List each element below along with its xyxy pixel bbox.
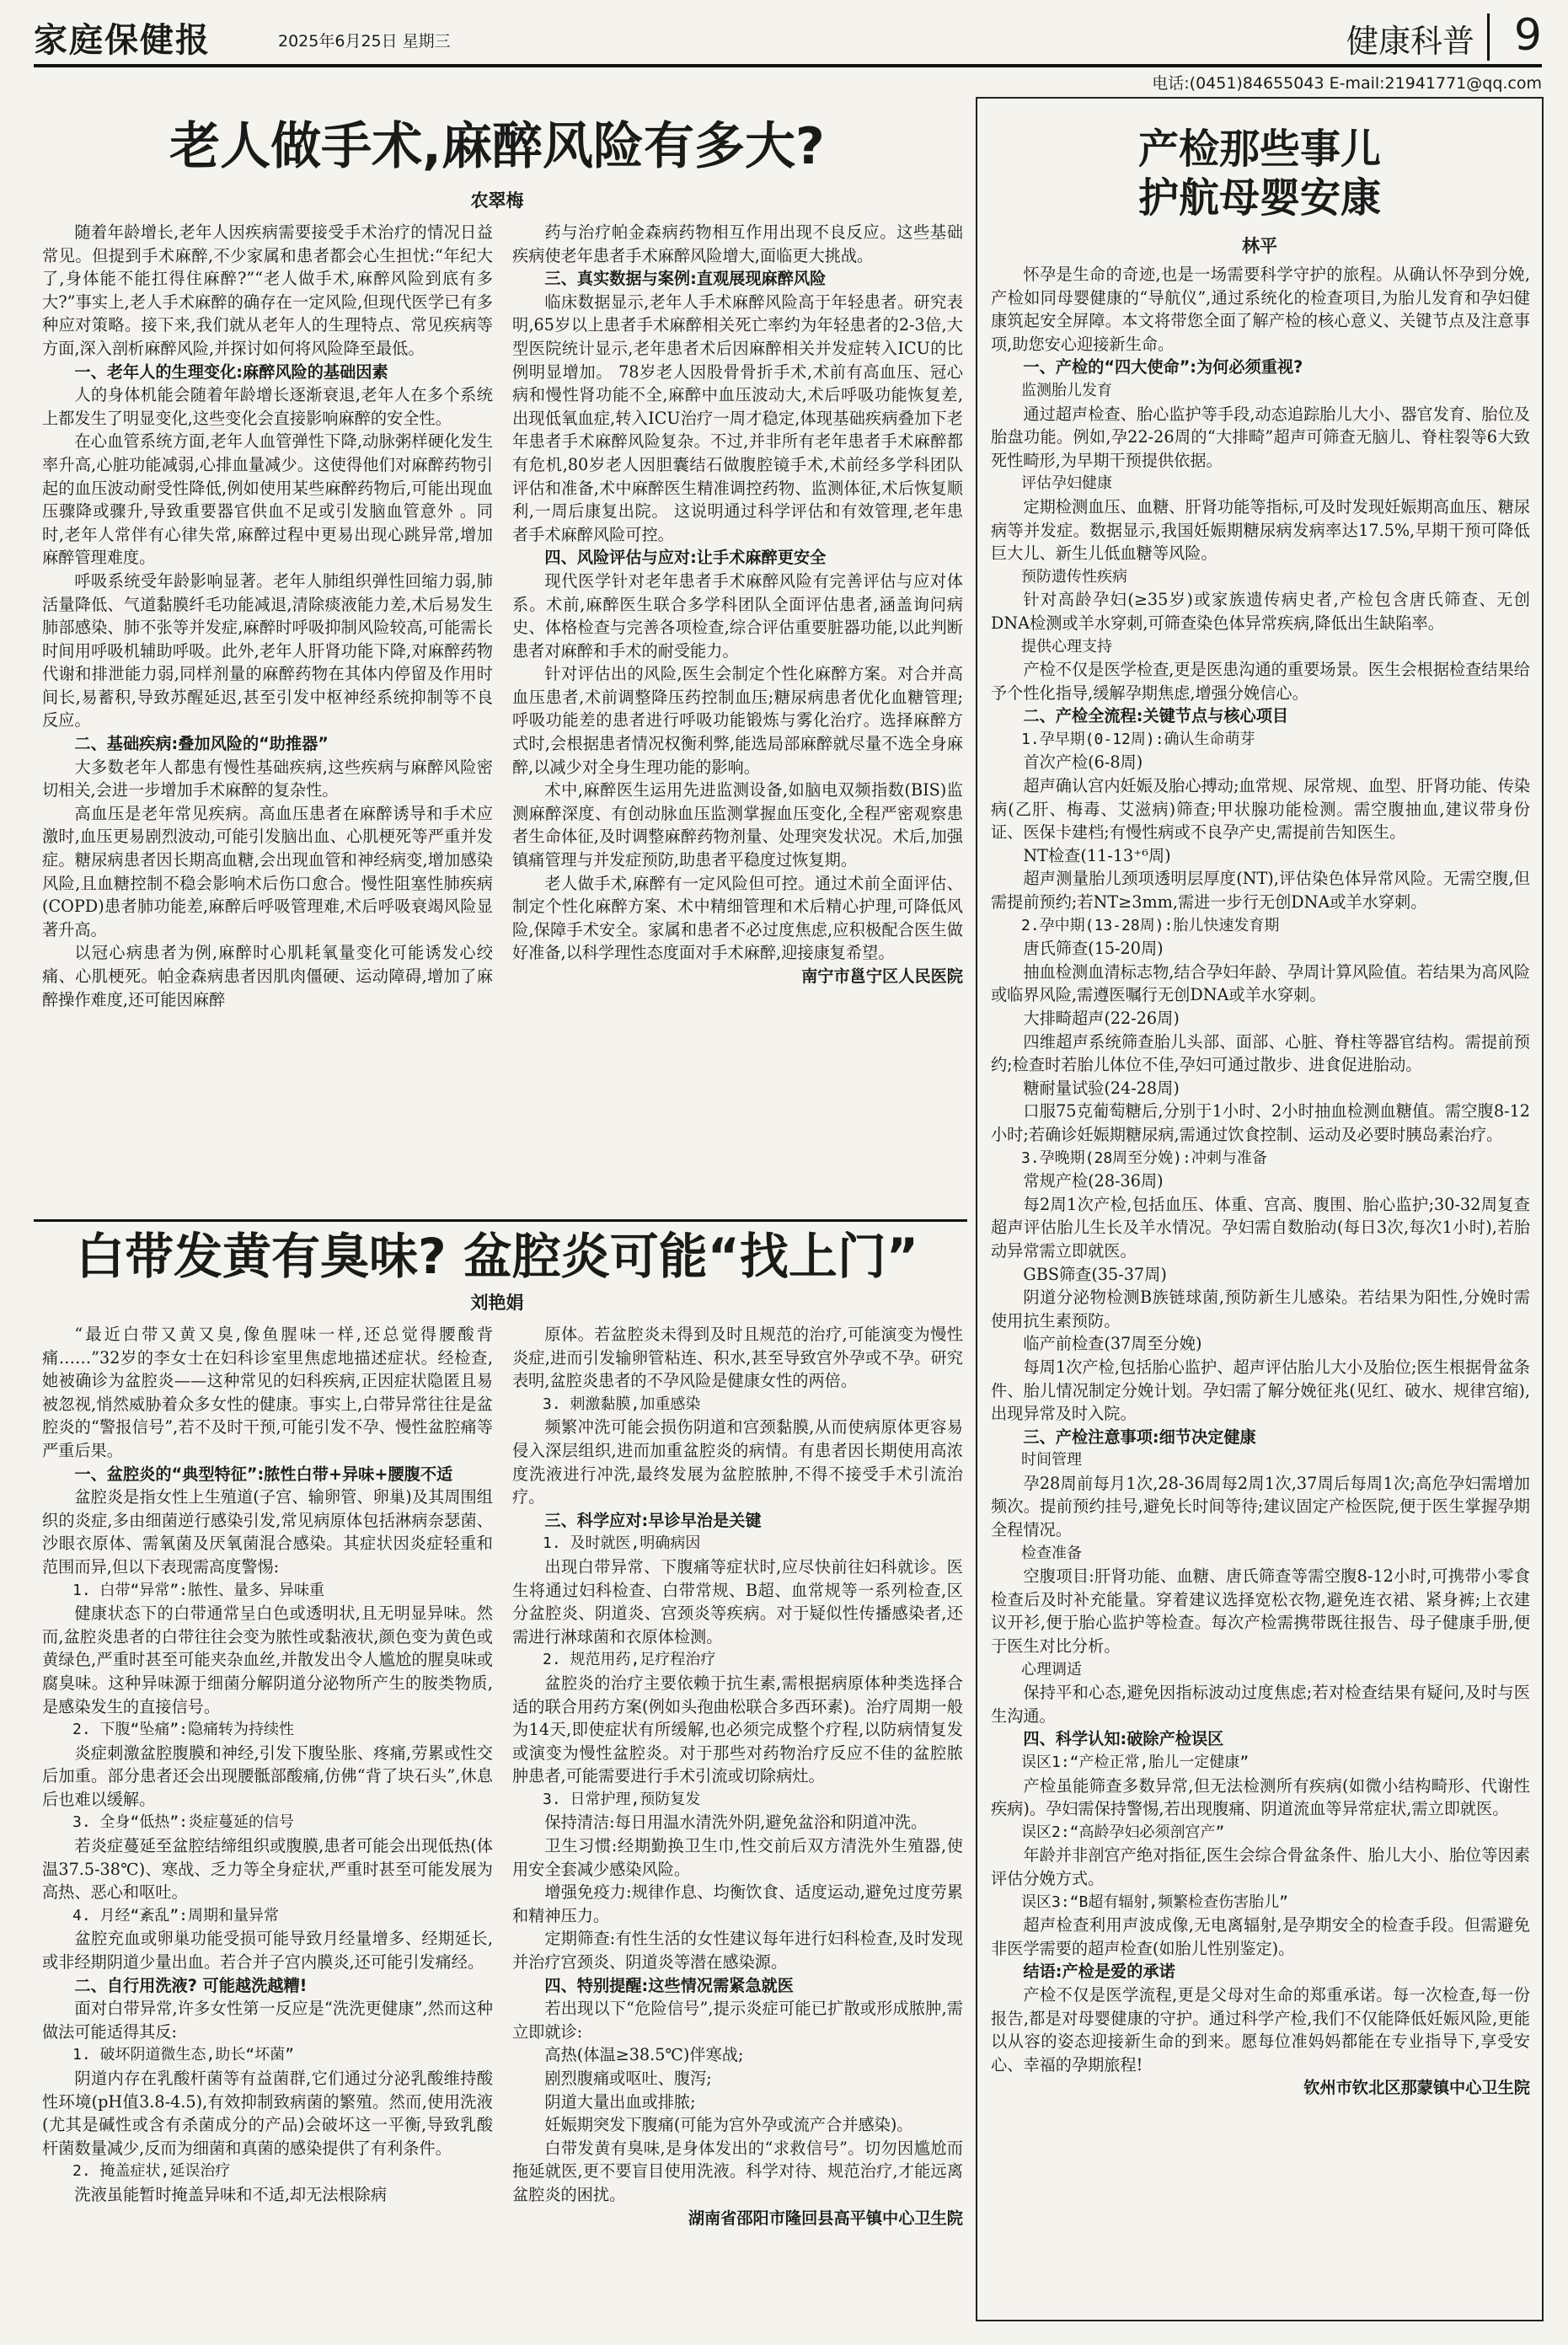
paragraph: 空腹项目:肝肾功能、血糖、唐氏筛查等需空腹8-12小时,可携带小零食检查后及时补充能量。穿着建议选择宽松衣物,避免连衣裙、紧身裤;上衣建议开衫,便于胎心监护等检查。每次产检需携带既往报告、母子健康手册,便于医生对比分析。 — [991, 1566, 1530, 1657]
paragraph: 超声检查利用声波成像,无电离辐射,是孕期安全的检查手段。但需避免非医学需要的超声检查(如胎儿性别鉴定)。 — [991, 1915, 1530, 1958]
sub-heading: 3. 日常护理,预防复发 — [543, 1790, 701, 1808]
masthead — [34, 10, 1542, 62]
article1-col1 — [42, 221, 493, 1215]
section-heading: 四、风险评估与应对:让手术麻醉更安全 — [544, 548, 827, 568]
section-heading: 四、特别提醒:这些情况需紧急就医 — [544, 1975, 794, 1995]
paragraph: 面对白带异常,许多女性第一反应是“洗洗更健康”,然而这种做法可能适得其反: — [42, 1999, 493, 2042]
paragraph: 阴道分泌物检测B族链球菌,预防新生儿感染。若结果为阳性,分娩时需使用抗生素预防。 — [991, 1288, 1530, 1330]
paragraph: 保持平和心态,避免因指标波动过度焦虑;若对检查结果有疑问,及时与医生沟通。 — [991, 1683, 1530, 1726]
article2-col2 — [512, 1323, 963, 2321]
section-heading: 一、老年人的生理变化:麻醉风险的基础因素 — [74, 361, 388, 382]
paragraph: 术中,麻醉医生运用先进监测设备,如脑电双频指数(BIS)监测麻醉深度、有创动脉血压监测掌握血压变化,全程严密观察患者生命体征,及时调整麻醉药物剂量、处理突发状况。术后,加强镇痛管理与并发症预防,助患者平稳度过恢复期。 — [512, 780, 963, 870]
paragraph: 孕28周前每月1次,28-36周每2周1次,37周后每周1次;高危孕妇需增加频次。提前预约挂号,避免长时间等待;建议固定产检医院,便于医生掌握孕期全程情况。 — [991, 1473, 1530, 1540]
section-heading: 二、基础疾病:叠加风险的“助推器” — [74, 734, 329, 754]
paragraph: 妊娠期突发下腹痛(可能为宫外孕或流产合并感染)。 — [544, 2115, 913, 2135]
section-heading: 二、自行用洗液? 可能越洗越糟! — [74, 1975, 308, 1995]
sub-heading: 误区1:“产检正常,胎儿一定健康” — [1021, 1753, 1250, 1771]
sub-heading: 评估孕妇健康 — [1021, 474, 1112, 493]
sub-heading: 2. 下腹“坠痛”:隐痛转为持续性 — [72, 1721, 295, 1739]
sub-heading: 检查准备 — [1021, 1544, 1082, 1562]
paragraph: 高血压是老年常见疾病。高血压患者在麻醉诱导和手术应激时,血压更易剧烈波动,可能引发脑出血、心肌梗死等严重并发症。糖尿病患者因长期高血糖,会出现血管和神经病变,增加感染风险,且血糖控制不稳会影响术后伤口愈合。慢性阻塞性肺疾病(COPD)患者肺功能差,麻醉后呼吸管理难,术后呼吸衰竭风险显著升高。 — [42, 803, 493, 940]
paragraph: 若出现以下“危险信号”,提示炎症可能已扩散或形成脓肿,需立即就诊: — [512, 1999, 963, 2042]
paragraph: 口服75克葡萄糖后,分别于1小时、2小时抽血检测血糖值。需空腹8-12小时;若确诊妊娠期糖尿病,需通过饮食控制、运动及必要时胰岛素治疗。 — [991, 1101, 1530, 1144]
section-heading: 三、真实数据与案例:直观展现麻醉风险 — [544, 269, 827, 289]
sub-heading: 2. 规范用药,足疗程治疗 — [543, 1651, 716, 1669]
paragraph: 四维超声系统筛查胎儿头部、面部、心脏、脊柱等器官结构。需提前预约;检查时若胎儿体位不佳,孕妇可通过散步、进食促进胎动。 — [991, 1031, 1530, 1075]
paragraph: NT检查(11-13⁺⁶周) — [1023, 845, 1171, 865]
paragraph: 超声确认宫内妊娠及胎心搏动;血常规、尿常规、血型、肝肾功能、传染病(乙肝、梅毒、艾滋病)筛查;甲状腺功能检测。需空腹抽血,建议带身份证、医保卡建档;有慢性病或不良孕产史,需提前告知医生。 — [991, 776, 1530, 843]
paragraph: 糖耐量试验(24-28周) — [1023, 1078, 1180, 1098]
paragraph: “最近白带又黄又臭,像鱼腥味一样,还总觉得腰酸背痛……”32岁的李女士在妇科诊室里焦虑地描述症状。经检查,她被确诊为盆腔炎——这种常见的妇科疾病,正因症状隐匿且易被忽视,悄然威胁着众多女性的健康。事实上,白带异常往往是盆腔炎的“警报信号”,若不及时干预,可能引发不孕、慢性盆腔痛等严重后果。 — [42, 1325, 493, 1460]
section-name: 健康科普 — [1346, 23, 1474, 60]
sub-heading: 3. 全身“低热”:炎症蔓延的信号 — [72, 1813, 295, 1832]
article3-title-line1: 产检那些事儿 — [1137, 126, 1381, 173]
paragraph: 高热(体温≥38.5℃)伴寒战; — [544, 2045, 744, 2065]
paragraph: 呼吸系统受年龄影响显著。老年人肺组织弹性回缩力弱,肺活量降低、气道黏膜纤毛功能减退,清除痰液能力差,术后易发生肺部感染、肺不张等并发症,麻醉时呼吸抑制风险较高,可能需长时间用呼吸机辅助呼吸。此外,老年人肝肾功能下降,对麻醉药物代谢和排泄能力弱,同样剂量的麻醉药物在其体内停留及作用时间长,易蓄积,导致苏醒延迟,甚至引发中枢神经系统抑制等不良反应。 — [42, 570, 493, 731]
paragraph: 怀孕是生命的奇迹,也是一场需要科学守护的旅程。从确认怀孕到分娩,产检如同母婴健康的“导航仪”,通过系统化的检查项目,为胎儿发育和孕妇健康筑起安全屏障。本文将带您全面了解产检的核心意义、关键节点及注意事项,助您安心迎接新生命。 — [991, 265, 1530, 354]
paragraph: 保持清洁:每日用温水清洗外阴,避免盆浴和阴道冲洗。 — [544, 1812, 928, 1833]
sub-heading: 1. 及时就医,明确病因 — [543, 1534, 701, 1553]
article3-title-line2: 护航母婴安康 — [1137, 174, 1381, 222]
paragraph: 现代医学针对老年患者手术麻醉风险有完善评估与应对体系。术前,麻醉医生联合多学科团队全面评估患者,涵盖询问病史、体格检查与完善各项检查,综合评估重要脏器功能,以此判断患者对麻醉和手术的耐受能力。 — [512, 570, 963, 661]
section-heading: 三、产检注意事项:细节决定健康 — [1023, 1427, 1256, 1447]
contact-info: 电话:(0451)84655043 E-mail:21941771@qq.com — [1152, 74, 1542, 93]
sub-heading: 1. 白带“异常”:脓性、量多、异味重 — [72, 1581, 325, 1599]
section-heading: 二、产检全流程:关键节点与核心项目 — [1023, 706, 1289, 726]
sub-heading: 2. 掩盖症状,延误治疗 — [72, 2162, 231, 2181]
paragraph: 阴道内存在乳酸杆菌等有益菌群,它们通过分泌乳酸维持酸性环境(pH值3.8-4.5),有效抑制致病菌的繁殖。然而,使用洗液(尤其是碱性或含有杀菌成分的产品)会破坏这一平衡,导致乳酸杆菌数量减少,反而为细菌和真菌的感染提供了有利条件。 — [42, 2069, 493, 2158]
paragraph: 产检不仅是医学检查,更是医患沟通的重要场景。医生会根据检查结果给予个性化指导,缓解孕期焦虑,增强分娩信心。 — [991, 660, 1530, 703]
paragraph: 抽血检测血清标志物,结合孕妇年龄、孕周计算风险值。若结果为高风险或临界风险,需遵医嘱行无创DNA或羊水穿刺。 — [991, 961, 1530, 1005]
sub-heading: 心理调适 — [1021, 1660, 1082, 1678]
masthead-divider — [1487, 13, 1490, 61]
paragraph: 定期筛查:有性生活的女性建议每年进行妇科检查,及时发现并治疗宫颈炎、阴道炎等潜在感染源。 — [512, 1929, 963, 1973]
paragraph: 阴道大量出血或排脓; — [544, 2091, 696, 2112]
source-credit: 钦州市钦北区那蒙镇中心卫生院 — [1303, 2078, 1530, 2098]
paragraph: 卫生习惯:经期勤换卫生巾,性交前后双方清洗外生殖器,使用安全套减少感染风险。 — [512, 1836, 963, 1879]
paragraph: 出现白带异常、下腹痛等症状时,应尽快前往妇科就诊。医生将通过妇科检查、白带常规、B超、血常规等一系列检查,区分盆腔炎、阴道炎、宫颈炎等疾病。对于疑似性传播感染者,还需进行淋球菌和衣原体检测。 — [512, 1556, 963, 1646]
masthead-rule — [34, 64, 1542, 67]
article1-col2 — [512, 221, 963, 1215]
section-heading: 三、科学应对:早诊早治是关键 — [544, 1510, 762, 1530]
paragraph: 洗液虽能暂时掩盖异味和不适,却无法根除病 — [74, 2184, 388, 2204]
paragraph: 健康状态下的白带通常呈白色或透明状,且无明显异味。然而,盆腔炎患者的白带往往会变为脓性或黏液状,颜色变为黄色或黄绿色,严重时甚至可能夹杂血丝,并散发出令人尴尬的腥臭味或腐臭味。这种异味源于细菌分解阴道分泌物所产生的胺类物质,是感染发生的直接信号。 — [42, 1603, 493, 1716]
sub-heading: 4. 月经“紊乱”:周期和量异常 — [72, 1906, 280, 1925]
paragraph: 老人做手术,麻醉有一定风险但可控。通过术前全面评估、制定个性化麻醉方案、术中精细管理和术后精心护理,可降低风险,保障手术安全。家属和患者不必过度焦虑,应积极配合医生做好准备,以科学理性态度面对手术麻醉,迎接康复希望。 — [512, 873, 963, 963]
source-credit: 湖南省邵阳市隆回县高平镇中心卫生院 — [688, 2208, 963, 2228]
article2-title: 白带发黄有臭味? 盆腔炎可能“找上门” — [75, 1228, 919, 1285]
paragraph: 定期检测血压、血糖、肝肾功能等指标,可及时发现妊娠期高血压、糖尿病等并发症。数据显示,我国妊娠期糖尿病发病率达17.5%,早期干预可降低巨大儿、新生儿低血糖等风险。 — [991, 496, 1530, 564]
sub-heading: 1.孕早期(0-12周):确认生命萌芽 — [1021, 730, 1255, 748]
paragraph: 若炎症蔓延至盆腔结缔组织或腹膜,患者可能会出现低热(体温37.5-38℃)、寒战、乏力等全身症状,严重时甚至可能发展为高热、恶心和呕吐。 — [42, 1836, 493, 1903]
paragraph: 在心血管系统方面,老年人血管弹性下降,动脉粥样硬化发生率升高,心脏功能减弱,心排血量减少。这使得他们对麻醉药物引起的血压波动耐受性降低,例如使用某些麻醉药物后,可能出现血压骤降或骤升,导致重要器官供血不足或引发脑血管意外 。同时,老年人常伴有心律失常,麻醉过程中更易出现心跳异常,增加麻醉管理难度。 — [42, 431, 493, 568]
article3-body — [991, 263, 1530, 2310]
paragraph: 临产前检查(37周至分娩) — [1023, 1334, 1202, 1354]
paragraph: 药与治疗帕金森病药物相互作用出现不良反应。这些基础疾病使老年患者手术麻醉风险增大,面临更大挑战。 — [512, 222, 963, 265]
paragraph: 白带发黄有臭味,是身体发出的“求救信号”。切勿因尴尬而拖延就医,更不要盲目使用洗液。科学对待、规范治疗,才能远离盆腔炎的困扰。 — [512, 2138, 963, 2204]
article2-author: 刘艳娟 — [470, 1293, 524, 1313]
paragraph: 产检不仅是医学流程,更是父母对生命的郑重承诺。每一次检查,每一份报告,都是对母婴健康的守护。通过科学产检,我们不仅能降低妊娠风险,更能以从容的姿态迎接新生命的到来。愿每位准妈妈都能在专业指导下,享受安心、幸福的孕期旅程! — [991, 1984, 1530, 2075]
sub-heading: 时间管理 — [1021, 1451, 1082, 1470]
paragraph: GBS筛查(35-37周) — [1023, 1264, 1167, 1284]
paragraph: 每周1次产检,包括胎心监护、超声评估胎儿大小及胎位;医生根据骨盆条件、胎儿情况制定分娩计划。孕妇需了解分娩征兆(见红、破水、规律宫缩),出现异常及时入院。 — [991, 1357, 1530, 1424]
sub-heading: 监测胎儿发育 — [1021, 381, 1112, 399]
article-divider — [34, 1219, 967, 1222]
paragraph: 通过超声检查、胎心监护等手段,动态追踪胎儿大小、器官发育、胎位及胎盘功能。例如,孕22-26周的“大排畸”超声可筛查无脑儿、脊柱裂等6大致死性畸形,为早期干预提供依据。 — [991, 404, 1530, 470]
paragraph: 随着年龄增长,老年人因疾病需要接受手术治疗的情况日益常见。但提到手术麻醉,不少家属和患者都会心生担忧:“年纪大了,身体能不能扛得住麻醉?”“老人做手术,麻醉风险到底有多大?”事实上,老人手术麻醉的确存在一定风险,但现代医学已有多种应对策略。接下来,我们就从老年人的生理特点、常见疾病等方面,深入剖析麻醉风险,并探讨如何将风险降至最低。 — [42, 222, 493, 358]
paragraph: 针对评估出的风险,医生会制定个性化麻醉方案。对合并高血压患者,术前调整降压药控制血压;糖尿病患者优化血糖管理;呼吸功能差的患者进行呼吸功能锻炼与雾化治疗。选择麻醉方式时,会根据患者情况权衡利弊,能选局部麻醉就尽量不选全身麻醉,以减少对全身生理功能的影响。 — [512, 664, 963, 777]
newspaper-name: 家庭保健报 — [34, 21, 211, 60]
paragraph: 年龄并非剖宫产绝对指征,医生会综合骨盆条件、胎儿大小、胎位等因素评估分娩方式。 — [991, 1845, 1530, 1888]
paragraph: 增强免疫力:规律作息、均衡饮食、适度运动,避免过度劳累和精神压力。 — [512, 1882, 963, 1925]
article3-author: 林平 — [1242, 236, 1277, 256]
paragraph: 大排畸超声(22-26周) — [1023, 1009, 1180, 1028]
paragraph: 以冠心病患者为例,麻醉时心肌耗氧量变化可能诱发心绞痛、心肌梗死。帕金森病患者因肌肉僵硬、运动障碍,增加了麻醉操作难度,还可能因麻醉 — [42, 943, 493, 1009]
issue-date: 2025年6月25日 星期三 — [278, 32, 451, 51]
source-credit: 南宁市邕宁区人民医院 — [801, 966, 963, 986]
paragraph: 临床数据显示,老年人手术麻醉风险高于年轻患者。研究表明,65岁以上患者手术麻醉相关死亡率约为年轻患者的2-3倍,大型医院统计显示,老年患者术后因麻醉相关并发症转入ICU的比例明显增加。 78岁老人因股骨骨折手术,术前有高血压、冠心病和慢性肾功能不全,麻醉中血压波动大,术后呼吸功能恢复差,出现低氧血症,转入ICU治疗一周才稳定,体现基础疾病叠加下老年患者手术麻醉风险复杂。不过,并非所有老年患者手术麻醉都有危机,80岁老人因胆囊结石做腹腔镜手术,术前经多学科团队评估和准备,术中麻醉医生精准调控药物、监测体征,术后恢复顺利,一周后康复出院。 这说明通过科学评估和有效管理,老年患者手术麻醉风险可控。 — [512, 292, 963, 544]
paragraph: 每2周1次产检,包括血压、体重、宫高、腹围、胎心监护;30-32周复查超声评估胎儿生长及羊水情况。孕妇需自数胎动(每日3次,每次1小时),若胎动异常需立即就医。 — [991, 1194, 1530, 1261]
paragraph: 盆腔充血或卵巢功能受损可能导致月经量增多、经期延长,或非经期阴道少量出血。若合并子宫内膜炎,还可能引发痛经。 — [42, 1929, 493, 1973]
sub-heading: 预防遗传性疾病 — [1021, 567, 1127, 586]
article1-author: 农翠梅 — [470, 190, 524, 211]
paragraph: 剧烈腹痛或呕吐、腹泻; — [544, 2069, 712, 2088]
paragraph: 频繁冲洗可能会损伤阴道和宫颈黏膜,从而使病原体更容易侵入深层组织,进而加重盆腔炎的病情。有患者因长期使用高浓度洗液进行冲洗,最终发展为盆腔脓肿,不得不接受手术引流治疗。 — [512, 1417, 963, 1507]
section-heading: 四、科学认知:破除产检误区 — [1023, 1729, 1224, 1749]
paragraph: 炎症刺激盆腔腹膜和神经,引发下腹坠胀、疼痛,劳累或性交后加重。部分患者还会出现腰骶部酸痛,仿佛“背了块石头”,休息后也难以缓解。 — [42, 1743, 493, 1809]
paragraph: 大多数老年人都患有慢性基础疾病,这些疾病与麻醉风险密切相关,会进一步增加手术麻醉的复杂性。 — [42, 757, 493, 800]
section-heading: 结语:产检是爱的承诺 — [1023, 1962, 1175, 1982]
sub-heading: 2.孕中期(13-28周):胎儿快速发育期 — [1021, 916, 1280, 934]
sub-heading: 1. 破坏阴道微生态,助长“坏菌” — [72, 2046, 295, 2064]
sub-heading: 3.孕晚期(28周至分娩):冲刺与准备 — [1021, 1148, 1267, 1167]
sub-heading: 提供心理支持 — [1021, 637, 1112, 656]
article1-title: 老人做手术,麻醉风险有多大? — [169, 117, 825, 176]
section-heading: 一、产检的“四大使命”:为何必须重视? — [1023, 357, 1303, 377]
sub-heading: 误区3:“B超有辐射,频繁检查伤害胎儿” — [1021, 1893, 1289, 1911]
paragraph: 人的身体机能会随着年龄增长逐渐衰退,老年人在多个系统上都发生了明显变化,这些变化会直接影响麻醉的安全性。 — [42, 385, 493, 428]
paragraph: 唐氏筛查(15-20周) — [1023, 939, 1164, 959]
sub-heading: 3. 刺激黏膜,加重感染 — [543, 1395, 701, 1413]
page-number: 9 — [1513, 10, 1542, 61]
paragraph: 常规产检(28-36周) — [1023, 1171, 1164, 1191]
paragraph: 盆腔炎是指女性上生殖道(子宫、输卵管、卵巢)及其周围组织的炎症,多由细菌逆行感染引发,常见病原体包括淋病奈瑟菌、沙眼衣原体、需氧菌及厌氧菌混合感染。其症状因炎症轻重和范围而异,但以下表现需高度警惕: — [42, 1487, 493, 1577]
article2-col1 — [42, 1323, 493, 2321]
paragraph: 首次产检(6-8周) — [1023, 752, 1143, 773]
paragraph: 原体。若盆腔炎未得到及时且规范的治疗,可能演变为慢性炎症,进而引发输卵管粘连、积水,甚至导致宫外孕或不孕。研究表明,盆腔炎患者的不孕风险是健康女性的两倍。 — [512, 1325, 963, 1391]
section-heading: 一、盆腔炎的“典型特征”:脓性白带+异味+腰腹不适 — [74, 1464, 453, 1484]
paragraph: 产检虽能筛查多数异常,但无法检测所有疾病(如微小结构畸形、代谢性疾病)。孕妇需保持警惕,若出现腹痛、阴道流血等异常症状,需立即就医。 — [991, 1775, 1530, 1819]
sub-heading: 误区2:“高龄孕妇必须剖宫产” — [1021, 1823, 1225, 1841]
paragraph: 盆腔炎的治疗主要依赖于抗生素,需根据病原体种类选择合适的联合用药方案(例如头孢曲松联合多西环素)。治疗周期一般为14天,即使症状有所缓解,也必须完成整个疗程,以防病情复发或演变为慢性盆腔炎。对于那些对药物治疗反应不佳的盆腔脓肿患者,可能需要进行手术引流或切除病灶。 — [512, 1673, 963, 1786]
paragraph: 针对高龄孕妇(≥35岁)或家族遗传病史者,产检包含唐氏筛查、无创DNA检测或羊水穿刺,可筛查染色体异常疾病,降低出生缺陷率。 — [991, 590, 1530, 633]
paragraph: 超声测量胎儿颈项透明层厚度(NT),评估染色体异常风险。无需空腹,但需提前预约;若NT≥3mm,需进一步行无创DNA或羊水穿刺。 — [991, 869, 1530, 913]
